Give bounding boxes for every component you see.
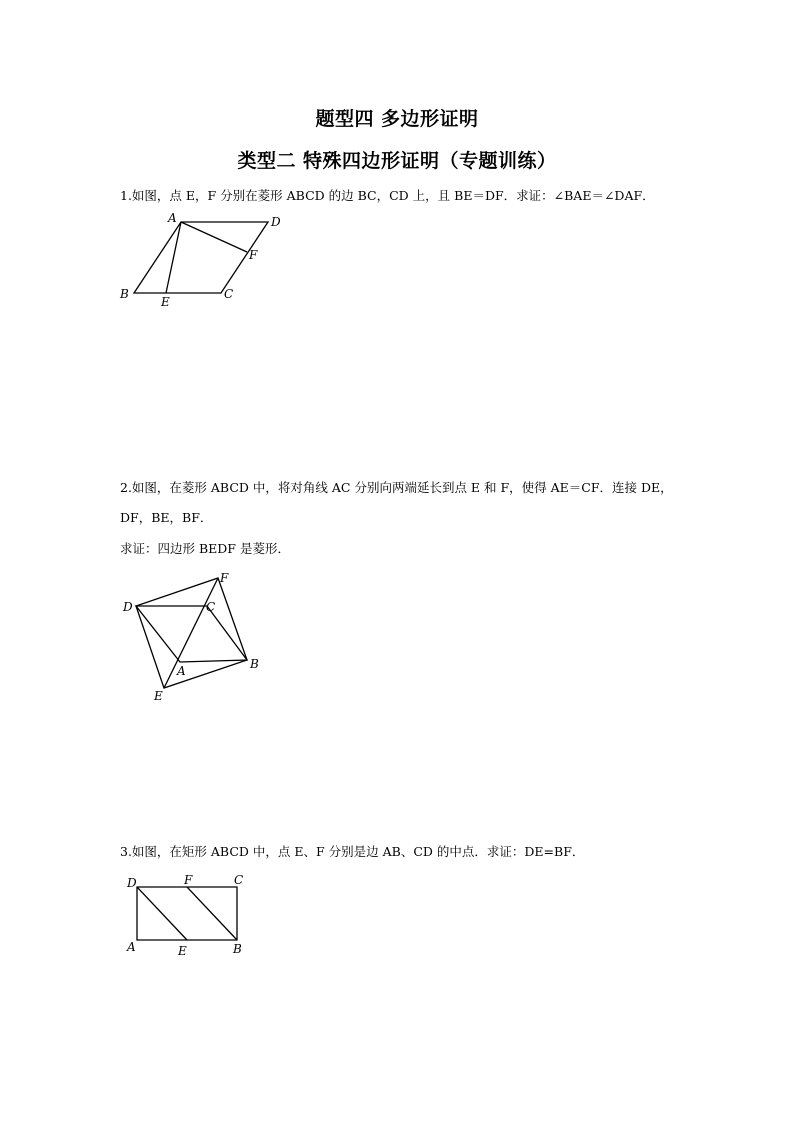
label-d: D [271, 215, 281, 229]
label-d: D [123, 600, 133, 614]
label-f: F [184, 873, 193, 887]
rhombus-abcd [134, 222, 268, 293]
problem-3-text: 3.如图，在矩形 ABCD 中，点 E、F 分别是边 AB、CD 的中点．求证：DE=BF． [120, 844, 585, 859]
segment-af [181, 222, 247, 252]
page-title: 题型四 多边形证明 [315, 108, 479, 130]
problem-1-text: 1.如图，点 E，F 分别在菱形 ABCD 的边 BC，CD 上，且 BE＝DF．求证：∠BAE＝∠DAF． [120, 188, 655, 203]
label-d: D [127, 876, 137, 890]
label-f: F [220, 571, 229, 585]
label-e: E [161, 295, 170, 309]
diagonal-ef [164, 578, 218, 688]
segment-de [137, 887, 187, 940]
problem-2-text-line2: DF，BE，BF． [120, 510, 213, 525]
label-c: C [234, 873, 244, 887]
label-e: E [154, 689, 163, 703]
label-f: F [249, 248, 258, 262]
label-a: A [168, 211, 177, 225]
label-a: A [127, 940, 136, 954]
label-b: B [120, 287, 129, 301]
label-e: E [178, 944, 187, 958]
label-b: B [250, 657, 259, 671]
problem-1-figure [115, 210, 285, 310]
section-subtitle: 类型二 特殊四边形证明（专题训练） [237, 150, 557, 172]
rectangle-abcd [137, 887, 237, 940]
problem-2-figure [115, 565, 270, 705]
problem-3-figure [120, 870, 255, 960]
problem-2-text-line3: 求证：四边形 BEDF 是菱形． [120, 541, 290, 556]
label-a: A [177, 664, 186, 678]
label-c: C [224, 287, 234, 301]
problem-2-text-line1: 2.如图，在菱形 ABCD 中，将对角线 AC 分别向两端延长到点 E 和 F，使得 AE＝CF．连接 DE， [120, 480, 673, 495]
label-c: C [206, 600, 216, 614]
segment-fb [187, 887, 237, 940]
label-b: B [233, 942, 242, 956]
